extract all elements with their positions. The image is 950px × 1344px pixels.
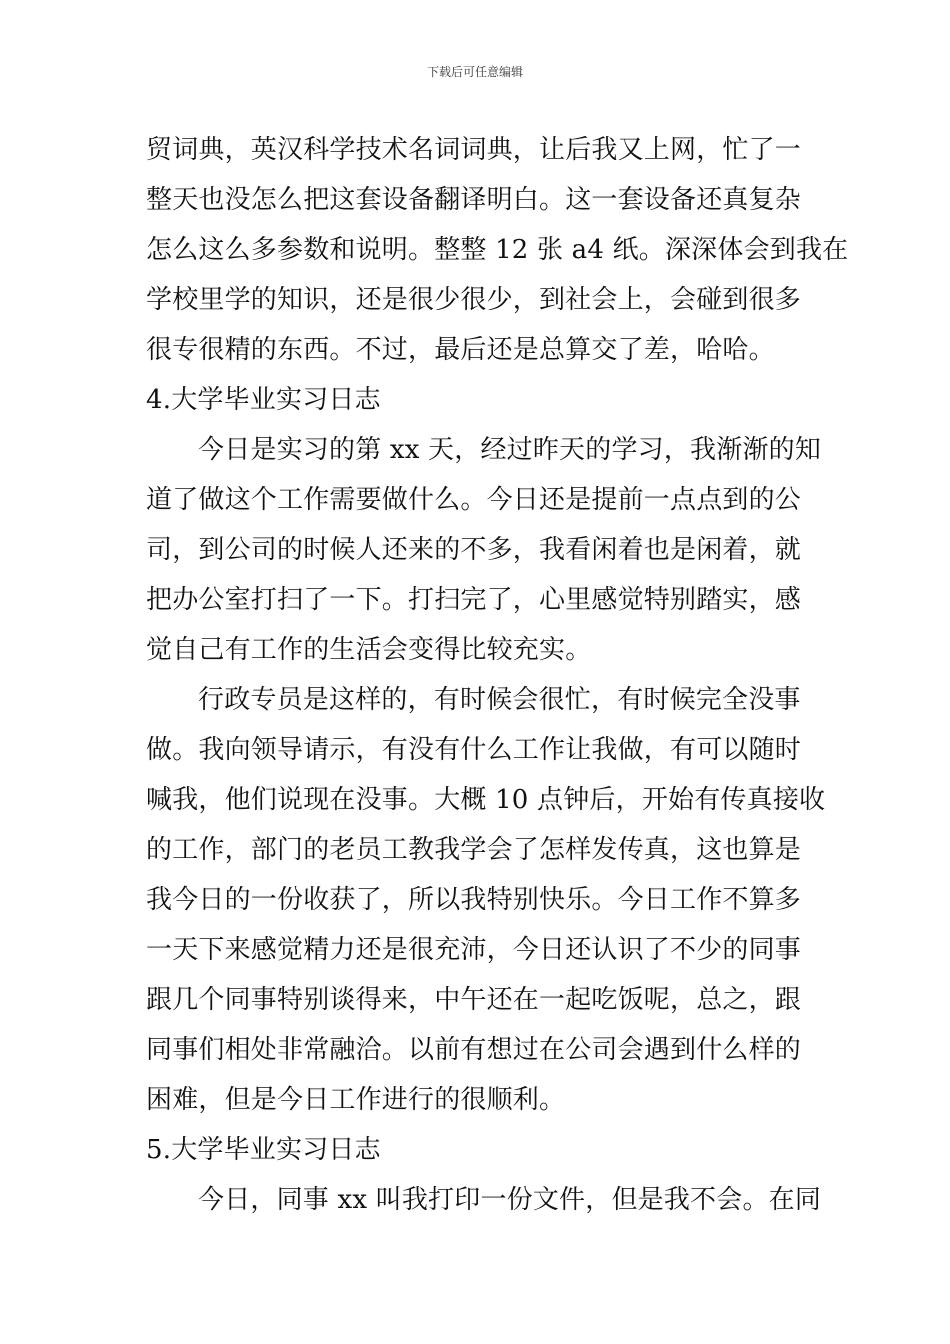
text-line: 司，到公司的时候人还来的不多，我看闲着也是闲着，就 (146, 535, 802, 565)
text-line: 同事们相处非常融洽。以前有想过在公司会遇到什么样的 (146, 1035, 802, 1065)
section-heading: 5.大学毕业实习日志 (146, 1135, 381, 1165)
text-line: 学校里学的知识，还是很少很少，到社会上，会碰到很多 (146, 285, 802, 315)
section-heading: 4.大学毕业实习日志 (146, 385, 381, 415)
text-line: 贸词典，英汉科学技术名词词典，让后我又上网，忙了一 (146, 135, 802, 165)
text-line: 一天下来感觉精力还是很充沛，今日还认识了不少的同事 (146, 935, 802, 965)
text-line: 很专很精的东西。不过，最后还是总算交了差，哈哈。 (146, 335, 775, 365)
page-header-note: 下载后可任意编辑 (426, 65, 523, 79)
text-line: 做。我向领导请示，有没有什么工作让我做，有可以随时 (146, 735, 802, 765)
text-line: 困难，但是今日工作进行的很顺利。 (146, 1085, 566, 1115)
paragraph-first-line: 今日是实习的第 xx 天，经过昨天的学习，我渐渐的知 (198, 435, 822, 465)
text-line: 跟几个同事特别谈得来，中午还在一起吃饭呢，总之，跟 (146, 985, 802, 1015)
text-line: 觉自己有工作的生活会变得比较充实。 (146, 635, 592, 665)
text-line: 的工作，部门的老员工教我学会了怎样发传真，这也算是 (146, 835, 802, 865)
text-line: 怎么这么多参数和说明。整整 12 张 a4 纸。深深体会到我在 (146, 235, 849, 265)
text-line: 整天也没怎么把这套设备翻译明白。这一套设备还真复杂 (146, 185, 802, 215)
document-body (146, 125, 849, 1225)
paragraph-first-line: 行政专员是这样的，有时候会很忙，有时候完全没事 (198, 685, 801, 715)
text-line: 我今日的一份收获了，所以我特别快乐。今日工作不算多 (146, 885, 802, 915)
text-line: 喊我，他们说现在没事。大概 10 点钟后，开始有传真接收 (146, 785, 826, 815)
paragraph-first-line: 今日，同事 xx 叫我打印一份文件，但是我不会。在同 (198, 1185, 822, 1215)
text-line: 把办公室打扫了一下。打扫完了，心里感觉特别踏实，感 (146, 585, 802, 615)
text-line: 道了做这个工作需要做什么。今日还是提前一点点到的公 (146, 485, 802, 515)
